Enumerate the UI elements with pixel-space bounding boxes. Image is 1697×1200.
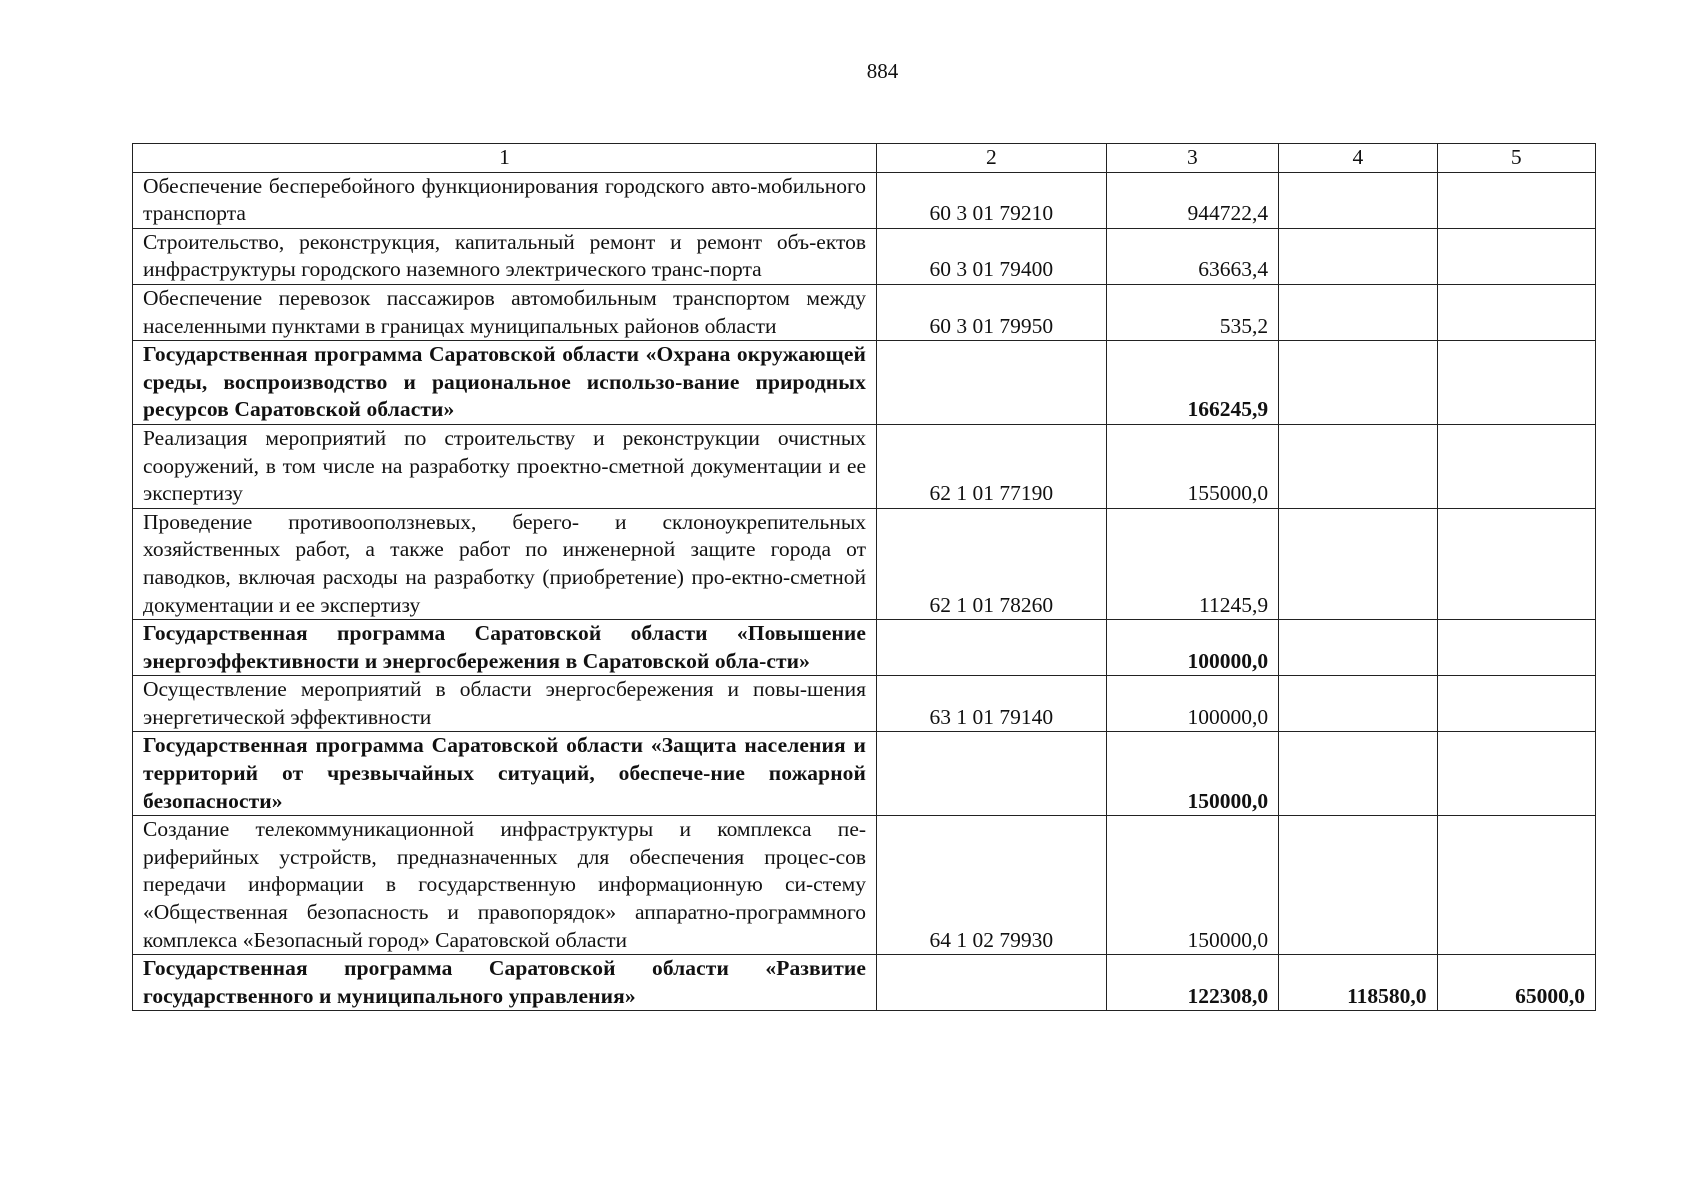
row-value-col5: [1437, 732, 1595, 816]
program-name: Государственная программа Саратовской области «Повышение энергоэффективности и энергосбережения в Саратовской обла-сти»: [133, 620, 877, 676]
row-value-col5: [1437, 508, 1595, 619]
table-row-program: [133, 341, 1596, 425]
row-code: [877, 732, 1107, 816]
row-name: Обеспечение перевозок пассажиров автомобильным транспортом между населенными пунктами в границах муниципальных районов области: [133, 284, 877, 340]
row-code: [877, 955, 1107, 1011]
budget-table: [132, 143, 1596, 1011]
row-value-col5: [1437, 172, 1595, 228]
table-row-program: [133, 620, 1596, 676]
table-body: [133, 172, 1596, 1011]
program-total-col3: 122308,0: [1106, 955, 1278, 1011]
column-header-3: 3: [1106, 144, 1278, 173]
program-name: Государственная программа Саратовской области «Защита населения и территорий от чрезвычайных ситуаций, обеспече-ние пожарной безопасности»: [133, 732, 877, 816]
row-name: Создание телекоммуникационной инфраструктуры и комплекса пе-риферийных устройств, предназначенных для обеспечения процес-сов передачи информации в государственную информационную си-стему «Общественная безопасность и правопорядок» аппаратно-программного комплекса «Безопасный город» Саратовской области: [133, 816, 877, 955]
table-row: [133, 676, 1596, 732]
column-header-1: 1: [133, 144, 877, 173]
program-name: Государственная программа Саратовской области «Развитие государственного и муниципального управления»: [133, 955, 877, 1011]
row-code: 62 1 01 77190: [877, 424, 1107, 508]
program-total-col5: 65000,0: [1437, 955, 1595, 1011]
row-value-col4: [1279, 424, 1437, 508]
row-name: Осуществление мероприятий в области энергосбережения и повы-шения энергетической эффективности: [133, 676, 877, 732]
table-row-program: [133, 955, 1596, 1011]
row-value-col3: 100000,0: [1106, 676, 1278, 732]
table-row: [133, 228, 1596, 284]
row-name: Реализация мероприятий по строительству и реконструкции очистных сооружений, в том числе на разработку проектно-сметной документации и ее экспертизу: [133, 424, 877, 508]
column-header-4: 4: [1279, 144, 1437, 173]
row-code: 60 3 01 79400: [877, 228, 1107, 284]
page-number: 884: [866, 59, 899, 83]
row-value-col3: 11245,9: [1106, 508, 1278, 619]
row-value-col3: 150000,0: [1106, 816, 1278, 955]
row-code: [877, 341, 1107, 425]
row-value-col3: 944722,4: [1106, 172, 1278, 228]
row-name: Проведение противооползневых, берего- и склоноукрепительных хозяйственных работ, а также работ по инженерной защите города от паводков, включая расходы на разработку (приобретение) про-ектно-сметной документации и ее экспертизу: [133, 508, 877, 619]
row-value-col4: [1279, 284, 1437, 340]
row-value-col5: [1437, 424, 1595, 508]
row-value-col4: [1279, 172, 1437, 228]
row-value-col4: [1279, 732, 1437, 816]
row-value-col5: [1437, 676, 1595, 732]
row-name: Строительство, реконструкция, капитальный ремонт и ремонт объ-ектов инфраструктуры городского наземного электрического транс-порта: [133, 228, 877, 284]
row-code: 63 1 01 79140: [877, 676, 1107, 732]
program-total-col3: 166245,9: [1106, 341, 1278, 425]
row-code: 60 3 01 79950: [877, 284, 1107, 340]
row-value-col3: 63663,4: [1106, 228, 1278, 284]
row-code: 64 1 02 79930: [877, 816, 1107, 955]
program-total-col4: 118580,0: [1279, 955, 1437, 1011]
row-value-col5: [1437, 284, 1595, 340]
row-code: 62 1 01 78260: [877, 508, 1107, 619]
table-row: [133, 172, 1596, 228]
table-row: [133, 284, 1596, 340]
row-value-col5: [1437, 620, 1595, 676]
row-value-col4: [1279, 508, 1437, 619]
row-value-col4: [1279, 228, 1437, 284]
table-row: [133, 424, 1596, 508]
row-value-col5: [1437, 341, 1595, 425]
row-value-col4: [1279, 676, 1437, 732]
program-total-col3: 150000,0: [1106, 732, 1278, 816]
row-value-col3: 535,2: [1106, 284, 1278, 340]
column-header-2: 2: [877, 144, 1107, 173]
row-value-col4: [1279, 620, 1437, 676]
table-row: [133, 816, 1596, 955]
row-value-col4: [1279, 341, 1437, 425]
table-row: [133, 508, 1596, 619]
table-header-row: [133, 144, 1596, 173]
program-total-col3: 100000,0: [1106, 620, 1278, 676]
row-value-col5: [1437, 816, 1595, 955]
row-code: 60 3 01 79210: [877, 172, 1107, 228]
row-code: [877, 620, 1107, 676]
row-value-col3: 155000,0: [1106, 424, 1278, 508]
row-name: Обеспечение бесперебойного функционирования городского авто-мобильного транспорта: [133, 172, 877, 228]
column-header-5: 5: [1437, 144, 1595, 173]
row-value-col5: [1437, 228, 1595, 284]
row-value-col4: [1279, 816, 1437, 955]
program-name: Государственная программа Саратовской области «Охрана окружающей среды, воспроизводство и рациональное использо-вание природных ресурсов Саратовской области»: [133, 341, 877, 425]
table-row-program: [133, 732, 1596, 816]
